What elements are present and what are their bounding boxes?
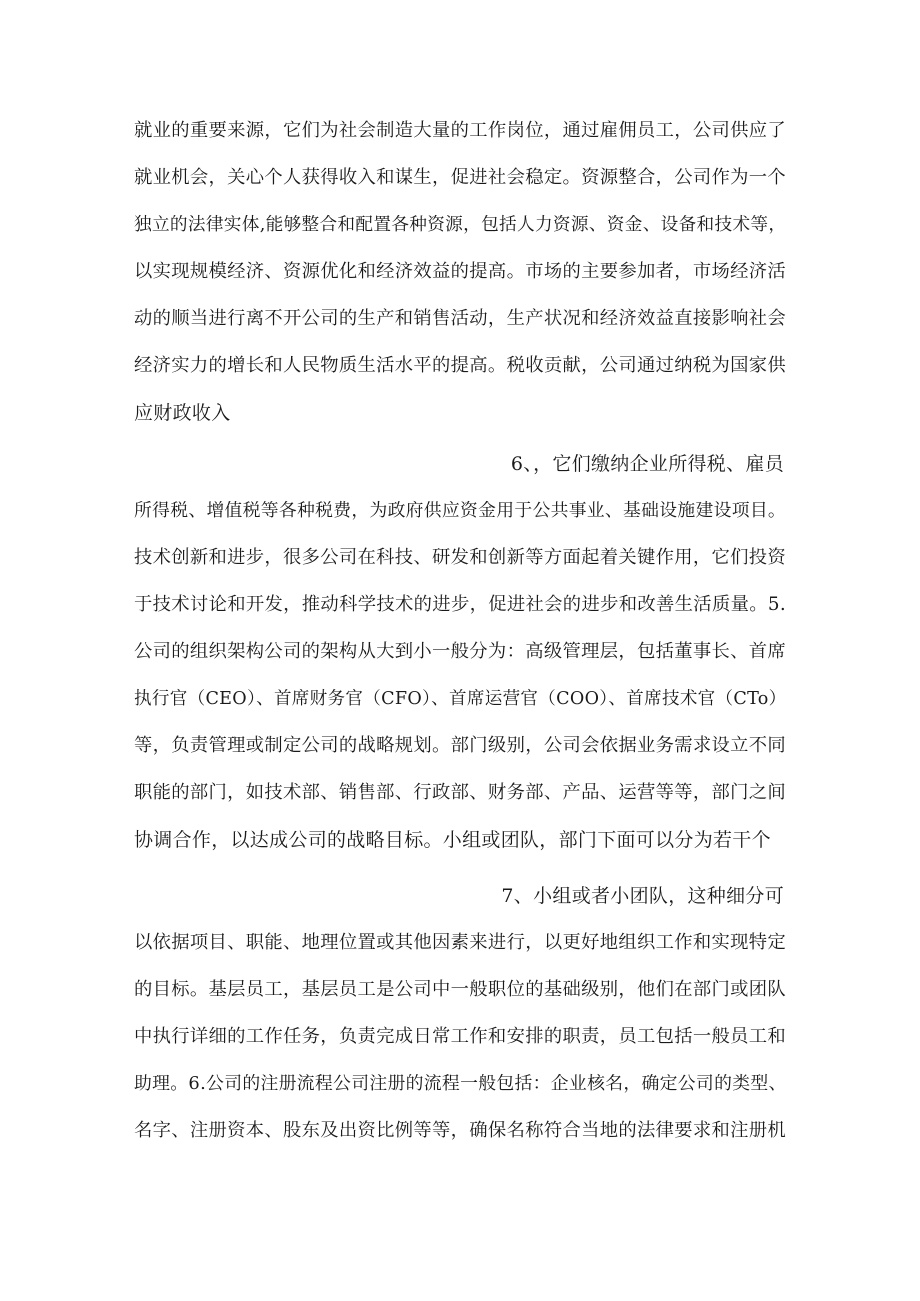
text-line-10: 于技术讨论和开发，推动科学技术的进步，促进社会的进步和改善生活质量。5. bbox=[134, 594, 786, 615]
text-line-9: 技术创新和进步，很多公司在科技、研发和创新等方面起着关键作用，它们投资 bbox=[134, 547, 786, 568]
text-line-20: 名字、注册资本、股东及出资比例等等，确保名称符合当地的法律要求和注册机 bbox=[134, 1120, 786, 1141]
section-heading-7: 7、小组或者小团队，这种细分可 bbox=[501, 885, 784, 907]
text-line-3: 独立的法律实体,能够整合和配置各种资源，包括人力资源、资金、设备和技术等， bbox=[134, 215, 787, 235]
text-line-12: 执行官（CEO）、首席财务官（CFO）、首席运营官（COO）、首席技术官（CTo） bbox=[134, 689, 787, 709]
text-line-17: 的目标。基层员工，基层员工是公司中一般职位的基础级别，他们在部门或团队 bbox=[134, 979, 786, 1000]
text-line-11: 公司的组织架构公司的架构从大到小一般分为：高级管理层，包括董事长、首席 bbox=[134, 641, 786, 662]
text-line-5: 动的顺当进行离不开公司的生产和销售活动，生产状况和经济效益直接影响社会 bbox=[134, 308, 786, 329]
text-line-13: 等，负责管理或制定公司的战略规划。部门级别，公司会依据业务需求设立不同 bbox=[134, 735, 786, 756]
text-line-8: 所得税、增值税等各种税费，为政府供应资金用于公共事业、基础设施建设项目。 bbox=[134, 500, 787, 521]
text-line-2: 就业机会，关心个人获得收入和谋生，促进社会稳定。资源整合，公司作为一个 bbox=[134, 167, 786, 188]
text-line-14: 职能的部门，如技术部、销售部、行政部、财务部、产品、运营等等，部门之间 bbox=[134, 782, 786, 803]
text-line-6: 经济实力的增长和人民物质生活水平的提高。税收贡献，公司通过纳税为国家供 bbox=[134, 355, 786, 376]
section-heading-6: 6、，它们缴纳企业所得税、雇员 bbox=[510, 453, 784, 475]
text-line-16: 以依据项目、职能、地理位置或其他因素来进行，以更好地组织工作和实现特定 bbox=[134, 932, 786, 953]
text-line-7: 应财政收入 bbox=[134, 402, 231, 424]
text-line-19: 助理。6.公司的注册流程公司注册的流程一般包括：企业核名，确定公司的类型、 bbox=[134, 1073, 787, 1094]
text-line-4: 以实现规模经济、资源优化和经济效益的提高。市场的主要参加者，市场经济活 bbox=[134, 261, 786, 282]
text-line-1: 就业的重要来源，它们为社会制造大量的工作岗位，通过雇佣员工，公司供应了 bbox=[134, 120, 786, 141]
text-line-15: 协调合作，以达成公司的战略目标。小组或团队，部门下面可以分为若干个 bbox=[134, 829, 771, 851]
text-line-18: 中执行详细的工作任务，负责完成日常工作和安排的职责，员工包括一般员工和 bbox=[134, 1026, 786, 1047]
